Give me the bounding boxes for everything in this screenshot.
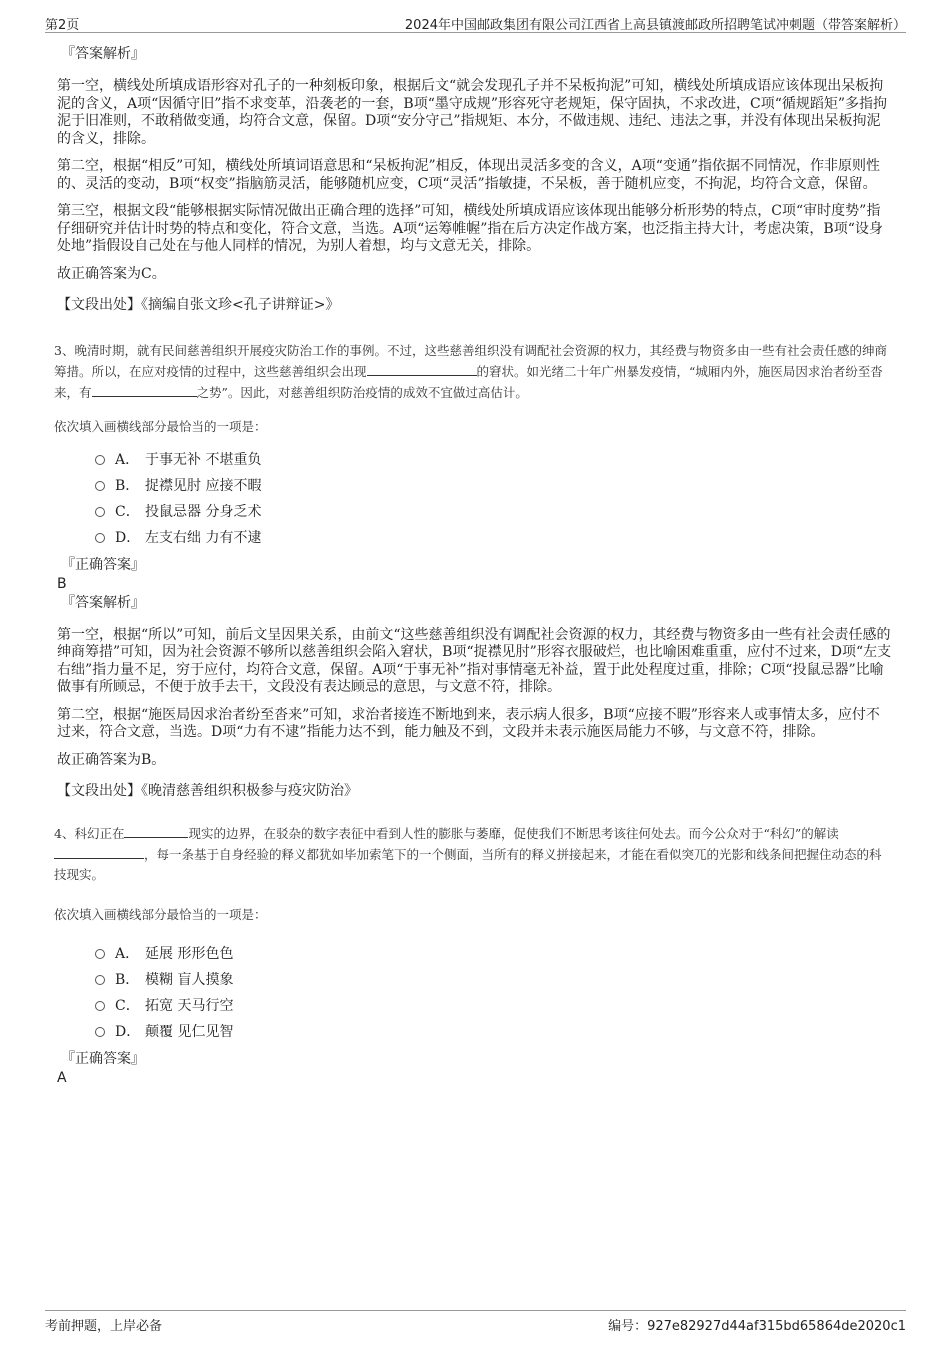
page-header (45, 10, 906, 33)
page-footer (45, 1310, 906, 1339)
q3-analysis-p2: 第二空，根据“施医局因求治者纷至沓来”可知，求治者接连不断地到来，表示病人很多，B项“应接不暇”形容来人或事情太多，应付不过来，符合文意，当选。D项“力有不逮”指能力达不到，能力触及不到，文段并未表示施医局能力不够，与文意不符，排除。 (57, 706, 880, 740)
q2-source: 【文段出处】《摘编自张文珍<孔子讲辩证>》 (57, 297, 340, 313)
q4-blank-2 (54, 844, 144, 859)
q4-prompt: 依次填入画横线部分最恰当的一项是： (54, 906, 267, 922)
q3-stem-part3: 之势”。因此，对慈善组织防治疫情的成效不宜做过高估计。 (196, 384, 528, 400)
q3-correct-value: B (57, 575, 67, 592)
document-title: 2024年中国邮政集团有限公司江西省上高县镇渡邮政所招聘笔试冲刺题（带答案解析） (404, 18, 906, 33)
q2-analysis-label: 『答案解析』 (61, 46, 145, 62)
q4-option-b[interactable]: B． 模糊 盲人摸象 (95, 967, 893, 993)
page-content (54, 44, 893, 1087)
page-number: 第2页 (45, 18, 80, 33)
q4-option-a[interactable]: A． 延展 形形色色 (95, 941, 893, 967)
q3-option-d[interactable]: D． 左支右绌 力有不逮 (95, 525, 893, 551)
q4-stem-part2: 现实的边界，在驳杂的数字表征中看到人性的膨胀与萎靡，促使我们不断思考该往何处去。而今公众对于“科幻”的解读 (188, 825, 839, 841)
radio-icon[interactable] (95, 975, 105, 985)
q2-analysis-p3: 第三空，根据文段“能够根据实际情况做出正确合理的选择”可知，横线处所填成语应该体现出能够分析形势的特点，C项“审时度势”指仔细研究并估计时势的特点和变化，符合文意，当选。A项“运筹帷幄”指在后方决定作战方案，也泛指主持大计，考虑决策，B项“设身处地”指假设自己处在与他人同样的情况，为别人着想，均与文意无关，排除。 (57, 203, 883, 254)
radio-icon[interactable] (95, 455, 105, 465)
q3-prompt: 依次填入画横线部分最恰当的一项是： (54, 418, 267, 434)
q3-blank-2 (92, 382, 197, 397)
q4-options (95, 941, 893, 1045)
q4-stem-part3: ，每一条基于自身经验的释义都犹如毕加索笔下的一个侧面，当所有的释义拼接起来，才能在看似突兀的光影和线条间把握住动态的科技现实。 (54, 846, 882, 882)
q3-stem-part1: 3、晚清时期，就有民间慈善组织开展疫灾防治工作的事例。不过，这些慈善组织没有调配社会资源的权力，其经费与物资多由一些有社会责任感的绅商筹措。所以，在应对疫情的过程中，这些慈善组织会出现 (54, 342, 887, 379)
q4-blank-1 (124, 823, 188, 838)
q4-option-c[interactable]: C． 拓宽 天马行空 (95, 993, 893, 1019)
q2-analysis-p1: 第一空，横线处所填成语形容对孔子的一种刻板印象，根据后文“就会发现孔子并不呆板拘泥”可知，横线处所填成语应该体现出呆板拘泥的含义，A项“因循守旧”指不求变革，沿袭老的一套，B项“墨守成规”形容死守老规矩，保守固执，不求改进，C项“循规蹈矩”多指拘泥于旧准则，不敢稍做变通，均符合文意，保留。D项“安分守己”指规矩、本分，不做违规、违纪、违法之事，并没有体现出呆板拘泥的含义，排除。 (57, 78, 888, 147)
q3-stem (54, 341, 893, 403)
q3-options (95, 447, 893, 551)
q4-stem-part1: 4、科幻正在 (54, 825, 125, 841)
q3-source: 【文段出处】《晚清慈善组织积极参与疫灾防治》 (57, 783, 358, 799)
footer-serial: 编号：927e82927d44af315bd65864de2020c1 (608, 1319, 906, 1334)
q3-correct-label: 『正确答案』 (61, 556, 145, 573)
footer-slogan: 考前押题，上岸必备 (45, 1319, 163, 1334)
q3-analysis-p1: 第一空，根据“所以”可知，前后文呈因果关系，由前文“这些慈善组织没有调配社会资源的权力，其经费与物资多由一些有社会责任感的绅商筹措”可知，因为社会资源不够所以慈善组织会陷入窘状，B项“捉襟见肘”形容衣服破烂，也比喻困难重重，应付不过来，D项“左支右绌”指力量不足，穷于应付，均符合文意，保留。A项“于事无补”指对事情毫无补益，置于此处程度过重，排除；C项“投鼠忌器”比喻做事有所顾忌，不便于放手去干，文段没有表达顾忌的意思，与文意不符，排除。 (57, 626, 892, 695)
radio-icon[interactable] (95, 949, 105, 959)
q3-blank-1 (367, 361, 477, 376)
q3-stem-part2: 的窘状。如光绪二十年广州暴发疫情，“城厢内外，施医局因求治者纷至沓来，有 (54, 363, 883, 400)
q4-correct-label: 『正确答案』 (61, 1050, 145, 1067)
q3-option-c[interactable]: C． 投鼠忌器 分身乏术 (95, 499, 893, 525)
q3-option-b[interactable]: B． 捉襟见肘 应接不暇 (95, 473, 893, 499)
q4-option-d[interactable]: D． 颠覆 见仁见智 (95, 1019, 893, 1045)
q2-conclusion: 故正确答案为C。 (57, 265, 166, 282)
q2-analysis-p2: 第二空，根据“相反”可知，横线处所填词语意思和“呆板拘泥”相反，体现出灵活多变的含义，A项“变通”指依据不同情况，作非原则性的、灵活的变动，B项“权变”指脑筋灵活，能够随机应变，C项“灵活”指敏捷，不呆板，善于随机应变，不拘泥，均符合文意，保留。 (57, 158, 881, 192)
q4-stem (54, 823, 893, 885)
q3-conclusion: 故正确答案为B。 (57, 751, 166, 768)
q3-analysis-label: 『答案解析』 (61, 594, 145, 611)
radio-icon[interactable] (95, 481, 105, 491)
radio-icon[interactable] (95, 1001, 105, 1011)
radio-icon[interactable] (95, 533, 105, 543)
q4-correct-value: A (57, 1069, 67, 1086)
radio-icon[interactable] (95, 1027, 105, 1037)
q3-option-a[interactable]: A． 于事无补 不堪重负 (95, 447, 893, 473)
radio-icon[interactable] (95, 507, 105, 517)
